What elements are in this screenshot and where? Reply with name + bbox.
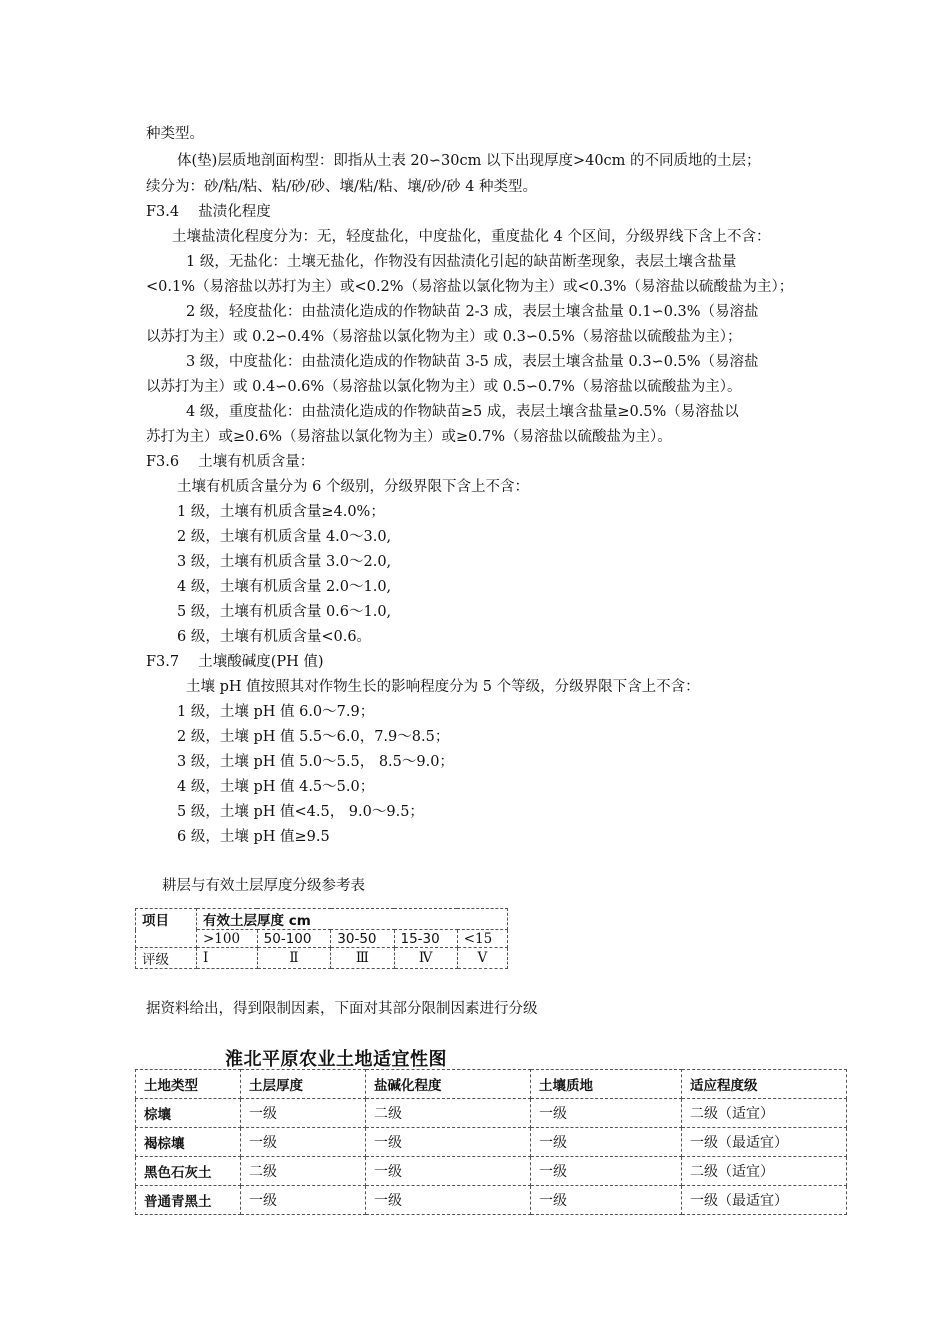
table-row bbox=[136, 1157, 847, 1186]
text-line: 2 级，轻度盐化：由盐渍化造成的作物缺苗 2-3 成，表层土壤含盐量 0.1∽0.3%（易溶盐 bbox=[186, 304, 759, 320]
soil-thickness-table bbox=[135, 908, 508, 969]
table-cell: <15 bbox=[457, 930, 507, 948]
table-cell: Ⅴ bbox=[457, 948, 507, 969]
table-row bbox=[136, 909, 508, 930]
table-header-cell: 盐碱化程度 bbox=[366, 1070, 531, 1099]
table-header-cell: 土地类型 bbox=[136, 1070, 241, 1099]
table-cell: 普通青黑土 bbox=[136, 1186, 241, 1215]
text-line: 以苏打为主）或 0.2∽0.4%（易溶盐以氯化物为主）或 0.3∽0.5%（易溶盐以硫酸盐为主）； bbox=[146, 329, 742, 345]
table-cell: 评级 bbox=[136, 948, 197, 969]
section-heading: F3.4 盐渍化程度 bbox=[146, 204, 271, 220]
text-line: 土壤盐渍化程度分为：无，轻度盐化，中度盐化，重度盐化 4 个区间，分级界线下含上不含： bbox=[172, 229, 771, 245]
text-line: 2 级，土壤有机质含量 4.0～3.0, bbox=[177, 529, 392, 545]
table-cell: 二级（适宜） bbox=[682, 1157, 847, 1186]
table-cell: 30-50 bbox=[331, 930, 394, 948]
table-cell: 一级（最适宜） bbox=[682, 1186, 847, 1215]
table-cell: 黑色石灰土 bbox=[136, 1157, 241, 1186]
table-row bbox=[136, 948, 508, 969]
table-cell: Ⅳ bbox=[394, 948, 457, 969]
table-header-cell: 项目 bbox=[136, 909, 197, 948]
table-cell: 一级（最适宜） bbox=[682, 1128, 847, 1157]
table-header-cell: 土层厚度 bbox=[241, 1070, 366, 1099]
text-line: 土壤有机质含量分为 6 个级别，分级界限下含上不含： bbox=[177, 479, 529, 495]
text-line: 苏打为主）或≥0.6%（易溶盐以氯化物为主）或≥0.7%（易溶盐以硫酸盐为主）。 bbox=[146, 429, 672, 445]
text-line: 6 级，土壤有机质含量<0.6。 bbox=[177, 629, 372, 645]
table-cell: Ⅱ bbox=[257, 948, 331, 969]
text-line: 4 级，土壤有机质含量 2.0～1.0, bbox=[177, 579, 392, 595]
text-line: 1 级，无盐化：土壤无盐化，作物没有因盐渍化引起的缺苗断垄现象，表层土壤含盐量 bbox=[186, 254, 737, 270]
table-cell: 一级 bbox=[366, 1128, 531, 1157]
land-suitability-table bbox=[135, 1069, 847, 1215]
text-line: 土壤 pH 值按照其对作物生长的影响程度分为 5 个等级，分级界限下含上不含： bbox=[186, 679, 700, 695]
text-line: 5 级，土壤 pH 值<4.5， 9.0～9.5； bbox=[177, 804, 424, 820]
text-line: 4 级，土壤 pH 值 4.5～5.0； bbox=[177, 779, 375, 795]
section-heading: F3.7 土壤酸碱度(PH 值) bbox=[146, 654, 324, 670]
table-cell: Ⅰ bbox=[197, 948, 258, 969]
text-line: 6 级，土壤 pH 值≥9.5 bbox=[177, 829, 330, 845]
text-line: 3 级，土壤有机质含量 3.0～2.0, bbox=[177, 554, 392, 570]
table-row bbox=[136, 1186, 847, 1215]
table-row bbox=[136, 1099, 847, 1128]
text-line: 续分为：砂/粘/粘、粘/砂/砂、壤/粘/粘、壤/砂/砂 4 种类型。 bbox=[146, 179, 538, 195]
table-cell: 一级 bbox=[366, 1186, 531, 1215]
table-header-cell: 适应程度级 bbox=[682, 1070, 847, 1099]
table-cell: 一级 bbox=[241, 1128, 366, 1157]
table-cell: Ⅲ bbox=[331, 948, 394, 969]
table-cell: 一级 bbox=[531, 1128, 682, 1157]
note-text: 据资料给出，得到限制因素，下面对其部分限制因素进行分级 bbox=[146, 1001, 538, 1017]
text-line: 体(垫)层质地剖面构型：即指从土表 20∽30cm 以下出现厚度>40cm 的不同质地的土层； bbox=[177, 153, 761, 169]
text-line: 4 级，重度盐化：由盐渍化造成的作物缺苗≥5 成，表层土壤含盐量≥0.5%（易溶盐以 bbox=[186, 404, 739, 420]
table-cell: 一级 bbox=[531, 1157, 682, 1186]
table-cell: 一级 bbox=[531, 1186, 682, 1215]
table-header-cell: 有效土层厚度 cm bbox=[197, 909, 508, 930]
table-cell: 一级 bbox=[531, 1099, 682, 1128]
table-cell: 二级 bbox=[366, 1099, 531, 1128]
text-line: 5 级，土壤有机质含量 0.6～1.0, bbox=[177, 604, 392, 620]
text-line: 2 级，土壤 pH 值 5.5～6.0，7.9～8.5； bbox=[177, 729, 450, 745]
section-heading: F3.6 土壤有机质含量： bbox=[146, 454, 315, 470]
table-cell: 一级 bbox=[366, 1157, 531, 1186]
table-row bbox=[136, 1128, 847, 1157]
table-cell: 褐棕壤 bbox=[136, 1128, 241, 1157]
text-line: <0.1%（易溶盐以苏打为主）或<0.2%（易溶盐以氯化物为主）或<0.3%（易溶盐以硫酸盐为主）； bbox=[146, 279, 794, 295]
text-line: 以苏打为主）或 0.4∽0.6%（易溶盐以氯化物为主）或 0.5∽0.7%（易溶盐以硫酸盐为主）。 bbox=[146, 379, 742, 395]
table-row bbox=[136, 1070, 847, 1099]
table-cell: 二级 bbox=[241, 1157, 366, 1186]
table1-caption: 耕层与有效土层厚度分级参考表 bbox=[162, 878, 365, 894]
text-line: 3 级，中度盐化：由盐渍化造成的作物缺苗 3-5 成，表层土壤含盐量 0.3∽0.5%（易溶盐 bbox=[186, 354, 759, 370]
table-cell: >100 bbox=[197, 930, 258, 948]
table-cell: 棕壤 bbox=[136, 1099, 241, 1128]
table-header-cell: 土壤质地 bbox=[531, 1070, 682, 1099]
text-line: 1 级，土壤有机质含量≥4.0%； bbox=[177, 504, 385, 520]
table-cell: 一级 bbox=[241, 1099, 366, 1128]
text-line: 3 级，土壤 pH 值 5.0～5.5， 8.5～9.0； bbox=[177, 754, 454, 770]
table2-title: 淮北平原农业土地适宜性图 bbox=[225, 1049, 447, 1070]
text-line: 1 级，土壤 pH 值 6.0～7.9； bbox=[177, 704, 375, 720]
table-cell: 50-100 bbox=[257, 930, 331, 948]
table-cell: 二级（适宜） bbox=[682, 1099, 847, 1128]
table-cell: 一级 bbox=[241, 1186, 366, 1215]
table-cell: 15-30 bbox=[394, 930, 457, 948]
text-line: 种类型。 bbox=[146, 126, 204, 142]
